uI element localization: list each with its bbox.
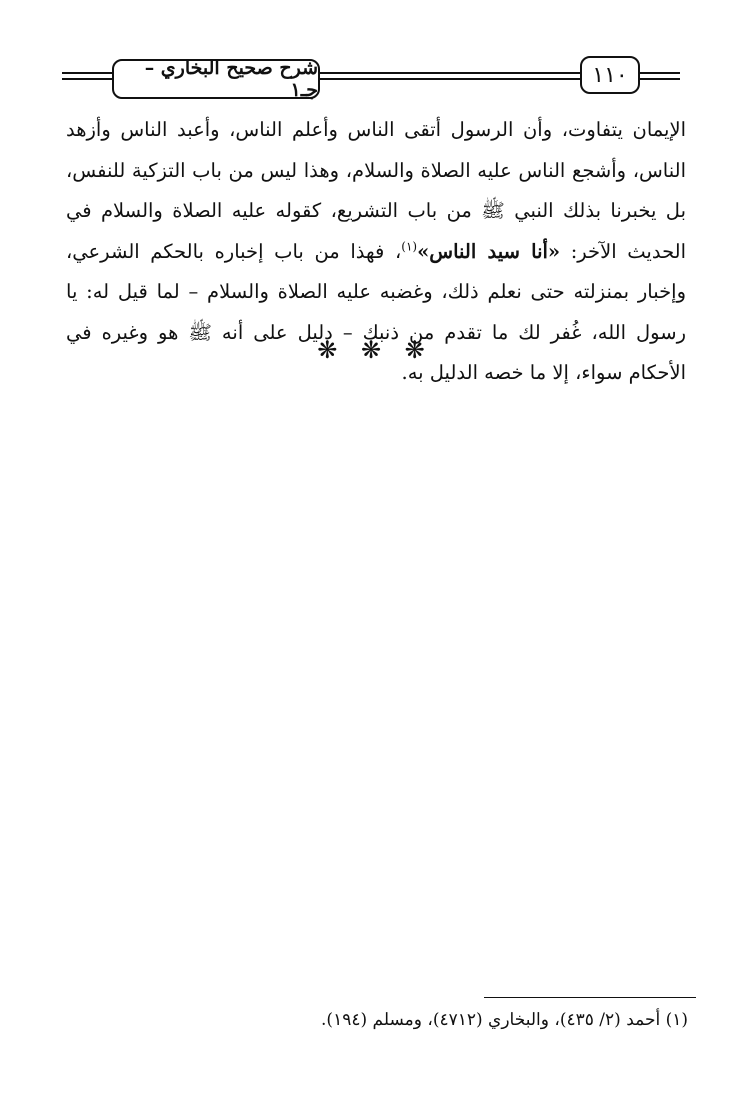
page-number: ١١٠ xyxy=(580,56,640,94)
hadith-quote: «أنا سيد الناس» xyxy=(417,239,561,263)
footnote: (١) أحمد (٢/ ٤٣٥)، والبخاري (٤٧١٢)، ومسلم (١٩٤). xyxy=(321,1010,688,1030)
footnote-rule xyxy=(484,997,696,998)
footnote-reference: (١) xyxy=(401,239,418,253)
running-title: شرح صحيح البخاري – جـ١ xyxy=(112,59,320,99)
body-text-part2: ، فهذا من باب إخباره بالحكم الشرعي، وإخبار بمنزلته حتى نعلم ذلك، وغضبه عليه الصلاة والسلام – لما قيل له: يا رسول الله، غُفر لك ما تقدم من ذنبك – دليل على أنه ﷺ هو وغيره في الأحكام سواء، إلا ما خصه الدليل به. xyxy=(66,239,686,384)
section-separator: ❋ ❋ ❋ xyxy=(317,336,433,364)
body-text-part1: الإيمان يتفاوت، وأن الرسول أتقى الناس وأعلم الناس، وأعبد الناس وأزهد الناس، وأشجع الناس عليه الصلاة والسلام، وهذا ليس من باب التزكية للنفس، بل يخبرنا بذلك النبي ﷺ من باب التشريع، كقوله عليه الصلاة والسلام في الحديث الآخر: xyxy=(66,118,687,263)
